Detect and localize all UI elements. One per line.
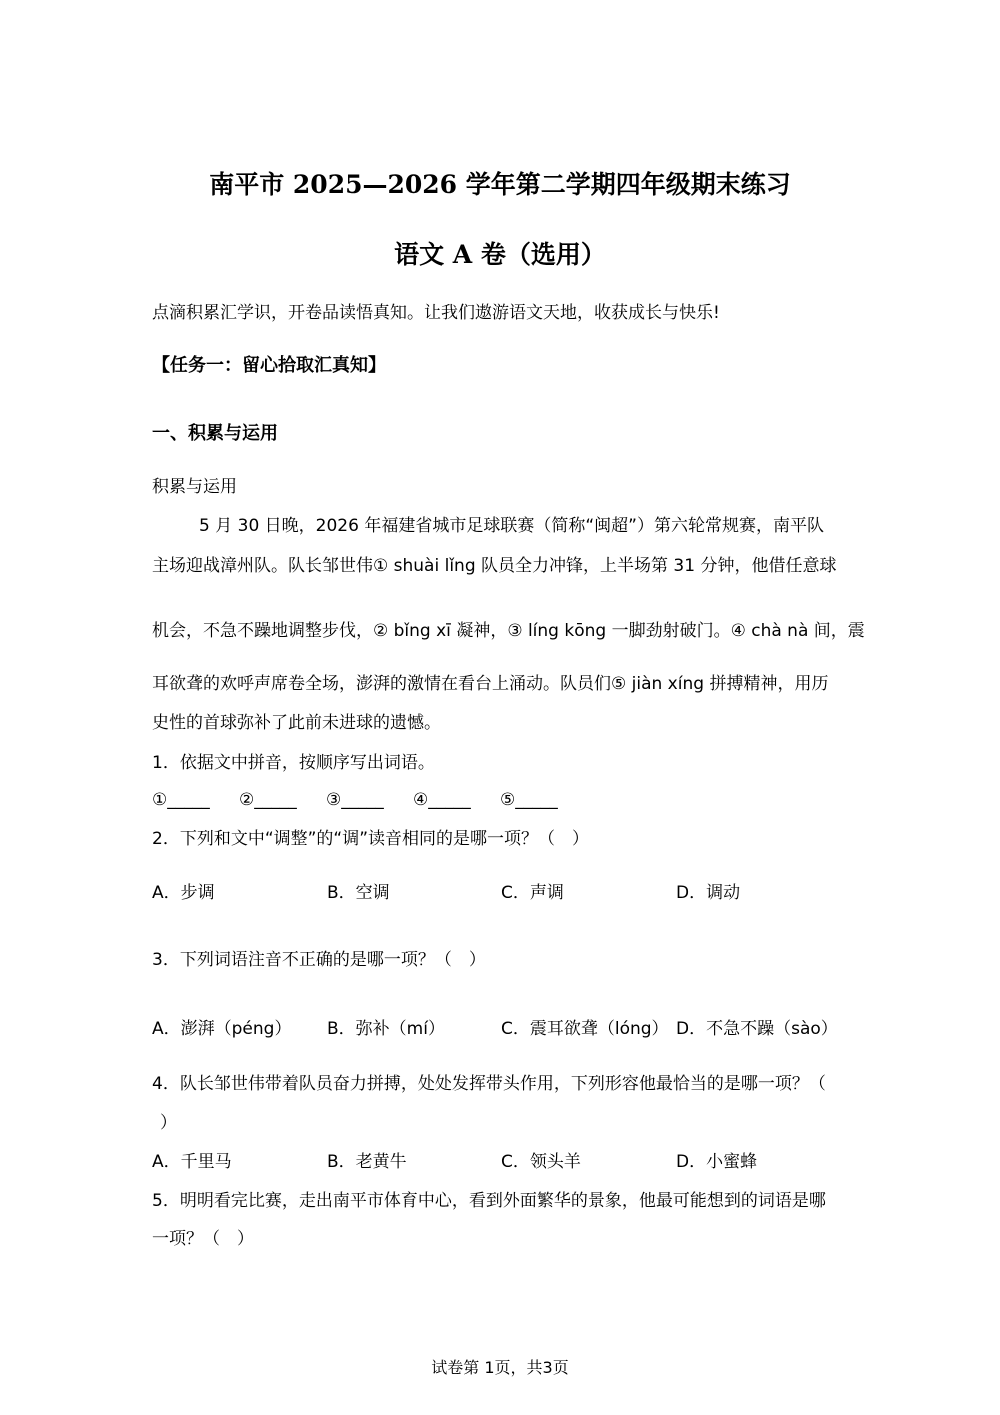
task1-heading: 【任务一：留心拾取汇真知】: [152, 355, 386, 376]
q4-option-c[interactable]: C．领头羊: [501, 1152, 581, 1172]
answer-blank-2[interactable]: ②_____: [239, 790, 297, 810]
q3-option-a[interactable]: A．澎湃（péng）: [152, 1019, 292, 1039]
q3-option-d[interactable]: D．不急不躁（sào）: [676, 1019, 838, 1039]
q2-option-d[interactable]: D．调动: [676, 883, 741, 903]
q4-option-a[interactable]: A．千里马: [152, 1152, 232, 1172]
passage-line-1: 5 月 30 日晚，2026 年福建省城市足球联赛（简称“闽超”）第六轮常规赛，南平队: [199, 516, 824, 536]
answer-blank-3[interactable]: ③_____: [326, 790, 384, 810]
question-2: 2．下列和文中“调整”的“调”读音相同的是哪一项？（ ）: [152, 829, 590, 849]
q2-option-c[interactable]: C．声调: [501, 883, 564, 903]
q3-option-b[interactable]: B．弥补（mí）: [327, 1019, 445, 1039]
question-4-bracket-close: ）: [160, 1113, 177, 1133]
passage-line-3: 机会，不急不躁地调整步伐，② bǐng xī 凝神，③ líng kōng 一脚劲射破门。④ chà nà 间，震: [152, 621, 865, 641]
page-title-line2: 语文 A 卷（选用）: [394, 240, 606, 269]
q3-option-c[interactable]: C．震耳欲聋（lóng）: [501, 1019, 669, 1039]
passage-line-5: 史性的首球弥补了此前未进球的遗憾。: [152, 713, 441, 733]
question-3: 3．下列词语注音不正确的是哪一项？（ ）: [152, 950, 486, 970]
answer-blank-5[interactable]: ⑤_____: [500, 790, 558, 810]
question-5: 5．明明看完比赛，走出南平市体育中心，看到外面繁华的景象，他最可能想到的词语是哪: [152, 1191, 826, 1211]
page-footer: 试卷第 1页，共3页: [431, 1358, 569, 1377]
q4-option-b[interactable]: B．老黄牛: [327, 1152, 407, 1172]
passage-line-4: 耳欲聋的欢呼声席卷全场，澎湃的激情在看台上涌动。队员们⑤ jiàn xíng 拼搏精神，用历: [152, 674, 829, 694]
passage-line-2: 主场迎战漳州队。队长邹世伟① shuài lǐng 队员全力冲锋，上半场第 31 分钟，他借任意球: [152, 556, 837, 576]
q4-option-d[interactable]: D．小蜜蜂: [676, 1152, 758, 1172]
question-4: 4．队长邹世伟带着队员奋力拼搏，处处发挥带头作用，下列形容他最恰当的是哪一项？（: [152, 1074, 826, 1094]
page-title-line1: 南平市 2025—2026 学年第二学期四年级期末练习: [209, 170, 791, 199]
q2-option-b[interactable]: B．空调: [327, 883, 390, 903]
question-5-line2: 一项？（ ）: [152, 1229, 254, 1249]
q2-option-a[interactable]: A．步调: [152, 883, 215, 903]
answer-blank-1[interactable]: ①_____: [152, 790, 210, 810]
subsection-label: 积累与运用: [152, 477, 237, 497]
section-heading: 一、积累与运用: [152, 423, 278, 444]
answer-blank-4[interactable]: ④_____: [413, 790, 471, 810]
question-1: 1．依据文中拼音，按顺序写出词语。: [152, 753, 435, 773]
intro-text: 点滴积累汇学识，开卷品读悟真知。让我们遨游语文天地，收获成长与快乐!: [152, 303, 720, 323]
